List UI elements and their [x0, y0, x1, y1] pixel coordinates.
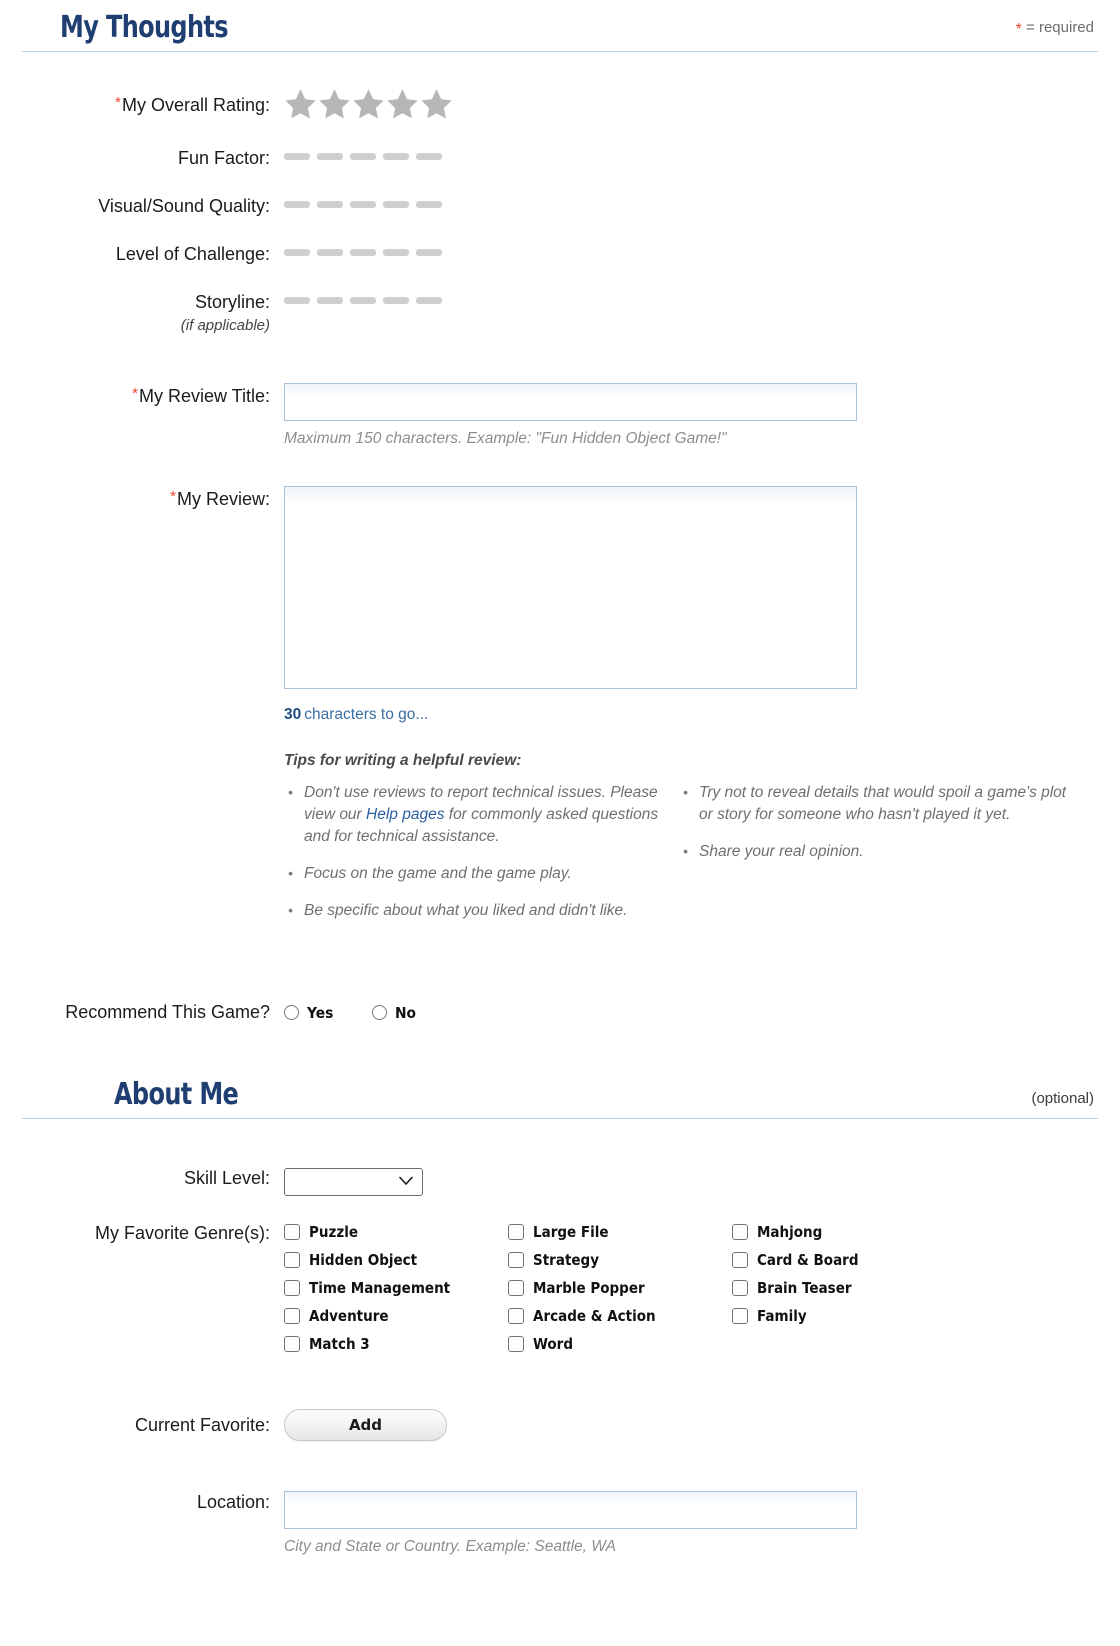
dash-rating-segment[interactable]	[284, 153, 310, 160]
genre-checkbox-label: Mahjong	[757, 1223, 823, 1241]
overall-rating-label	[22, 92, 284, 116]
genre-checkbox-label: Hidden Object	[309, 1251, 418, 1269]
tips-column-right	[679, 782, 1074, 937]
dash-rating-segment[interactable]	[416, 297, 442, 304]
dash-rating-segment[interactable]	[317, 201, 343, 208]
review-body-textarea[interactable]	[284, 486, 857, 689]
overall-rating-field	[284, 92, 1080, 121]
genre-checkbox-label: Arcade & Action	[533, 1307, 656, 1325]
sub-rating-row	[22, 243, 1080, 265]
sub-rating-label: Storyline: (if applicable)	[22, 291, 284, 337]
location-input[interactable]	[284, 1491, 857, 1529]
skill-level-row	[22, 1167, 1080, 1196]
genre-checkbox-label: Match 3	[309, 1335, 370, 1353]
checkbox[interactable]	[508, 1336, 524, 1352]
sub-rating-rows	[0, 147, 1120, 337]
genre-checkbox-item[interactable]	[508, 1279, 732, 1297]
genres-row	[22, 1222, 1080, 1353]
current-favorite-row	[22, 1409, 1080, 1441]
dash-rating-segment[interactable]	[317, 249, 343, 256]
required-asterisk-icon: *	[132, 385, 138, 402]
genre-checkbox-item[interactable]	[732, 1279, 956, 1297]
recommend-label: Recommend This Game?	[65, 1002, 270, 1022]
genres-field	[284, 1222, 1080, 1353]
help-pages-link[interactable]: Help pages	[366, 806, 445, 823]
genre-checkbox-item[interactable]	[284, 1335, 508, 1353]
review-body-label	[22, 486, 284, 510]
genre-checkbox-label: Adventure	[309, 1307, 389, 1325]
add-button[interactable]: Add	[284, 1409, 447, 1441]
dash-rating-segment[interactable]	[416, 153, 442, 160]
checkbox[interactable]	[284, 1280, 300, 1296]
star-rating-control[interactable]	[284, 88, 1080, 121]
checkbox[interactable]	[732, 1224, 748, 1240]
radio-button[interactable]	[372, 1005, 387, 1020]
dash-rating-segment[interactable]	[416, 249, 442, 256]
review-title-hint: Maximum 150 characters. Example: "Fun Hidden Object Game!"	[284, 430, 727, 447]
review-title-label-text: My Review Title:	[138, 386, 270, 406]
checkbox[interactable]	[508, 1224, 524, 1240]
checkbox[interactable]	[284, 1224, 300, 1240]
genre-checkbox-item[interactable]	[732, 1251, 956, 1269]
review-title-row	[22, 383, 1080, 448]
sub-rating-row	[22, 195, 1080, 217]
dash-rating-segment[interactable]	[317, 153, 343, 160]
genre-checkbox-label: Family	[757, 1307, 807, 1325]
dash-rating-control[interactable]	[284, 297, 1080, 304]
recommend-option-yes[interactable]	[284, 1004, 336, 1022]
sub-rating-field	[284, 291, 1080, 304]
dash-rating-segment[interactable]	[284, 297, 310, 304]
recommend-option-label: Yes	[307, 1003, 334, 1022]
tip-item: • Share your real opinion.	[679, 841, 1074, 863]
genre-checkbox-label: Strategy	[533, 1251, 600, 1269]
location-row	[22, 1491, 1080, 1556]
recommend-field	[284, 1003, 1080, 1022]
checkbox[interactable]	[508, 1252, 524, 1268]
checkbox[interactable]	[508, 1308, 524, 1324]
current-favorite-field	[284, 1409, 1080, 1441]
current-favorite-label: Current Favorite:	[134, 1415, 270, 1435]
my-thoughts-section-header	[22, 0, 1098, 52]
star-icon[interactable]	[284, 88, 317, 121]
checkbox[interactable]	[284, 1308, 300, 1324]
radio-button[interactable]	[284, 1005, 299, 1020]
sub-rating-label: Level of Challenge:	[115, 244, 270, 264]
tip-item: • Don't use reviews to report technical issues. Please view our Help pages for commonly asked questions and for technical assistance.	[284, 782, 679, 848]
dash-rating-segment[interactable]	[383, 249, 409, 256]
required-asterisk-icon: *	[115, 94, 121, 111]
overall-rating-row	[22, 92, 1080, 121]
checkbox[interactable]	[732, 1280, 748, 1296]
recommend-row	[22, 1001, 1080, 1023]
checkbox[interactable]	[508, 1280, 524, 1296]
location-hint: City and State or Country. Example: Seattle, WA	[284, 1538, 616, 1555]
required-legend	[1016, 19, 1094, 39]
about-me-optional-note: (optional)	[1031, 1090, 1094, 1107]
review-title-input[interactable]	[284, 383, 857, 421]
genre-checkbox-label: Puzzle	[309, 1223, 359, 1241]
skill-level-select[interactable]	[284, 1168, 423, 1196]
sub-rating-row	[22, 291, 1080, 337]
tips-column-left	[284, 782, 679, 937]
dash-rating-control[interactable]	[284, 201, 1080, 208]
dash-rating-segment[interactable]	[350, 249, 376, 256]
genre-checkbox-item[interactable]	[508, 1251, 732, 1269]
sub-rating-label: Visual/Sound Quality:	[98, 196, 270, 216]
dash-rating-segment[interactable]	[383, 201, 409, 208]
skill-level-field	[284, 1167, 1080, 1196]
star-icon[interactable]	[352, 88, 385, 121]
location-label: Location:	[196, 1492, 270, 1512]
tips-heading: Tips for writing a helpful review:	[284, 752, 522, 769]
skill-level-label: Skill Level:	[183, 1168, 270, 1188]
location-field	[284, 1491, 1080, 1556]
star-icon[interactable]	[420, 88, 453, 121]
review-body-field	[284, 486, 1080, 937]
about-me-title: About Me	[114, 1077, 239, 1112]
tips-columns	[284, 782, 1074, 937]
review-title-field	[284, 383, 1080, 448]
genre-checkbox-label: Word	[533, 1335, 574, 1353]
sub-rating-field	[284, 243, 1080, 256]
tip-item: • Try not to reveal details that would spoil a game's plot or story for someone who hasn't played it yet.	[679, 782, 1074, 826]
tip-item: • Be specific about what you liked and didn't like.	[284, 900, 679, 922]
overall-rating-label-text: My Overall Rating:	[121, 95, 270, 115]
star-icon[interactable]	[318, 88, 351, 121]
sub-rating-field	[284, 147, 1080, 160]
character-counter-text: characters to go...	[304, 706, 429, 723]
dash-rating-segment[interactable]	[416, 201, 442, 208]
dash-rating-segment[interactable]	[317, 297, 343, 304]
dash-rating-segment[interactable]	[284, 249, 310, 256]
dash-rating-control[interactable]	[284, 249, 1080, 256]
checkbox[interactable]	[284, 1336, 300, 1352]
sub-rating-row	[22, 147, 1080, 169]
about-me-section-header	[22, 1067, 1098, 1119]
required-asterisk-icon: *	[1015, 21, 1022, 38]
genre-checkbox-label: Time Management	[309, 1279, 451, 1297]
dash-rating-segment[interactable]	[383, 297, 409, 304]
genre-checkbox-item[interactable]	[508, 1223, 732, 1241]
genre-checkbox-grid	[284, 1223, 1080, 1353]
character-counter	[284, 706, 1080, 724]
character-counter-count: 30	[284, 706, 302, 723]
genre-checkbox-item[interactable]	[732, 1223, 956, 1241]
review-body-label-text: My Review:	[176, 489, 270, 509]
genre-checkbox-label: Brain Teaser	[757, 1279, 852, 1297]
genre-checkbox-item[interactable]	[284, 1251, 508, 1269]
recommend-radio-group	[284, 1004, 1080, 1022]
review-title-label	[22, 383, 284, 407]
star-icon[interactable]	[386, 88, 419, 121]
checkbox[interactable]	[732, 1308, 748, 1324]
genre-checkbox-item[interactable]	[508, 1335, 732, 1353]
genres-label: My Favorite Genre(s):	[94, 1223, 270, 1243]
sub-rating-note: (if applicable)	[180, 317, 270, 334]
recommend-option-label: No	[394, 1003, 416, 1022]
required-legend-text: = required	[1026, 19, 1094, 36]
dash-rating-segment[interactable]	[350, 153, 376, 160]
genre-checkbox-label: Marble Popper	[533, 1279, 645, 1297]
dash-rating-segment[interactable]	[350, 201, 376, 208]
checkbox[interactable]	[284, 1252, 300, 1268]
genre-checkbox-label: Large File	[533, 1223, 609, 1241]
genre-checkbox-item[interactable]	[284, 1223, 508, 1241]
checkbox[interactable]	[732, 1252, 748, 1268]
genre-checkbox-item[interactable]	[732, 1307, 956, 1325]
genre-checkbox-item[interactable]	[284, 1279, 508, 1297]
recommend-option-no[interactable]	[372, 1004, 418, 1022]
sub-rating-label: Fun Factor:	[177, 148, 270, 168]
skill-level-select-wrap	[284, 1168, 423, 1196]
dash-rating-segment[interactable]	[383, 153, 409, 160]
sub-rating-field	[284, 195, 1080, 208]
dash-rating-segment[interactable]	[350, 297, 376, 304]
tip-item: • Focus on the game and the game play.	[284, 863, 679, 885]
genre-checkbox-label: Card & Board	[757, 1251, 859, 1269]
dash-rating-control[interactable]	[284, 153, 1080, 160]
review-body-row	[22, 486, 1080, 937]
required-asterisk-icon: *	[170, 488, 176, 505]
page-title: My Thoughts	[60, 10, 228, 45]
genre-checkbox-item[interactable]	[508, 1307, 732, 1325]
genre-checkbox-item[interactable]	[284, 1307, 508, 1325]
dash-rating-segment[interactable]	[284, 201, 310, 208]
